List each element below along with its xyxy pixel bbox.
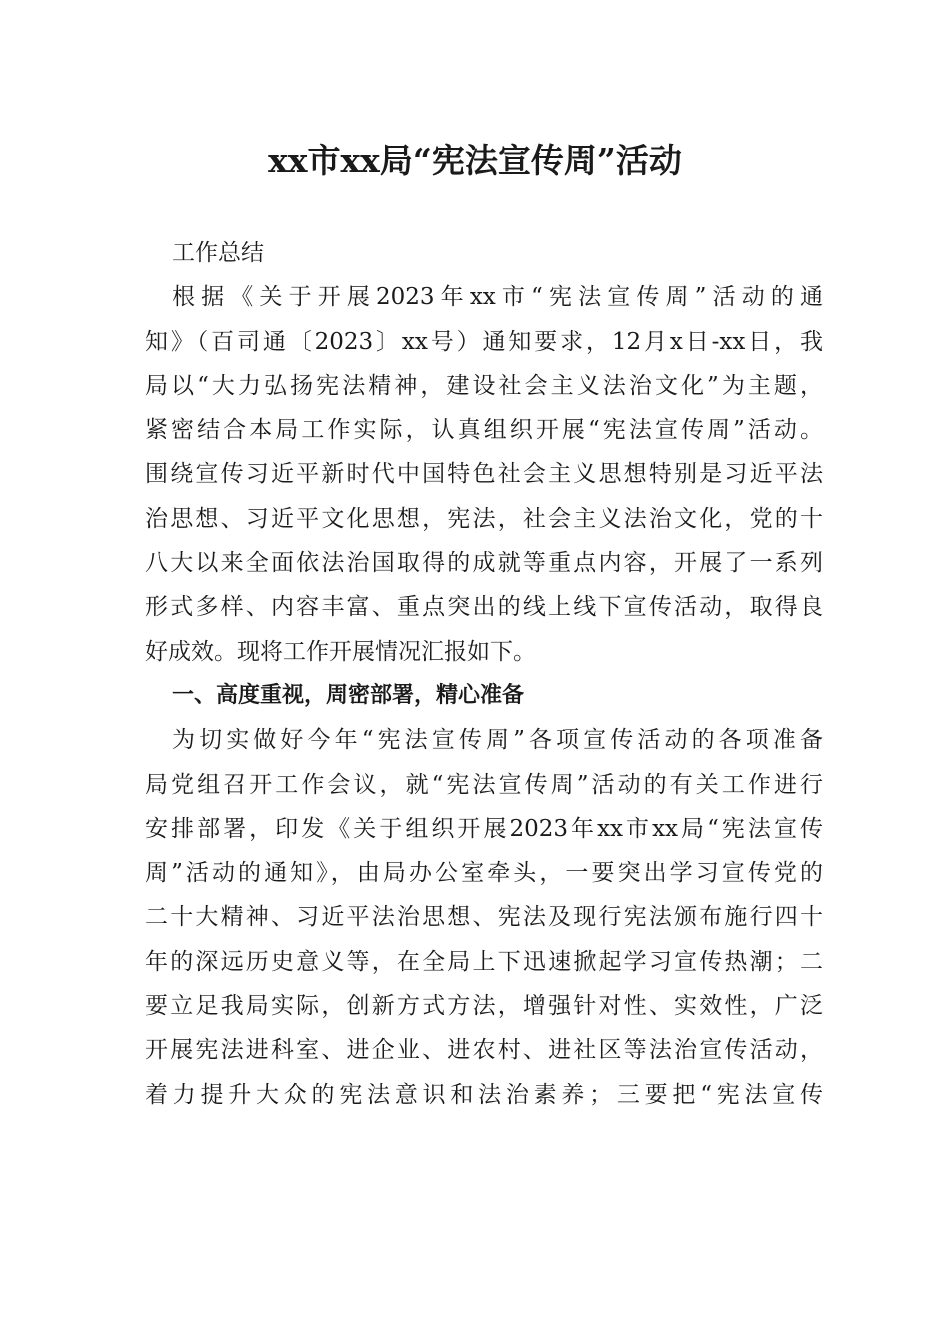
intro-line: 八大以来全面依法治国取得的成就等重点内容，开展了一系列 <box>145 550 823 577</box>
intro-line: 局以“大力弘扬宪法精神，建设社会主义法治文化”为主题， <box>145 372 823 399</box>
intro-line: 好成效。现将工作开展情况汇报如下。 <box>145 638 536 665</box>
section-line: 年的深远历史意义等，在全局上下迅速掀起学习宣传热潮；二 <box>145 948 823 975</box>
intro-line: 治思想、习近平文化思想，宪法，社会主义法治文化，党的十 <box>145 505 823 532</box>
section-line: 安排部署，印发《关于组织开展2023年xx市xx局“宪法宣传 <box>145 815 823 842</box>
intro-line: 围绕宣传习近平新时代中国特色社会主义思想特别是习近平法 <box>145 461 823 488</box>
intro-line: 形式多样、内容丰富、重点突出的线上线下宣传活动，取得良 <box>145 594 823 621</box>
document-title: xx市xx局“宪法宣传周”活动 <box>268 141 682 180</box>
section-line: 着力提升大众的宪法意识和法治素养；三要把“宪法宣传 <box>145 1081 823 1108</box>
intro-line: 根据《关于开展2023年xx市“宪法宣传周”活动的通 <box>172 284 823 311</box>
intro-line: 知》（百司通〔2023〕xx号）通知要求，12月x日-xx日，我 <box>145 328 823 355</box>
section-line: 开展宪法进科室、进企业、进农村、进社区等法治宣传活动， <box>145 1037 823 1064</box>
intro-line: 紧密结合本局工作实际，认真组织开展“宪法宣传周”活动。 <box>145 417 823 444</box>
section-line: 要立足我局实际，创新方式方法，增强针对性、实效性，广泛 <box>145 993 823 1020</box>
section-line: 局党组召开工作会议，就“宪法宣传周”活动的有关工作进行 <box>145 771 823 798</box>
document-body <box>145 231 823 1117</box>
document-subtitle: 工作总结 <box>172 240 264 266</box>
section-line: 周”活动的通知》，由局办公室牵头，一要突出学习宣传党的 <box>145 860 823 887</box>
section-line: 为切实做好今年“宪法宣传周”各项宣传活动的各项准备 <box>172 727 823 754</box>
section-line: 二十大精神、习近平法治思想、宪法及现行宪法颁布施行四十 <box>145 904 823 931</box>
section-heading: 一、高度重视，周密部署，精心准备 <box>172 682 525 708</box>
